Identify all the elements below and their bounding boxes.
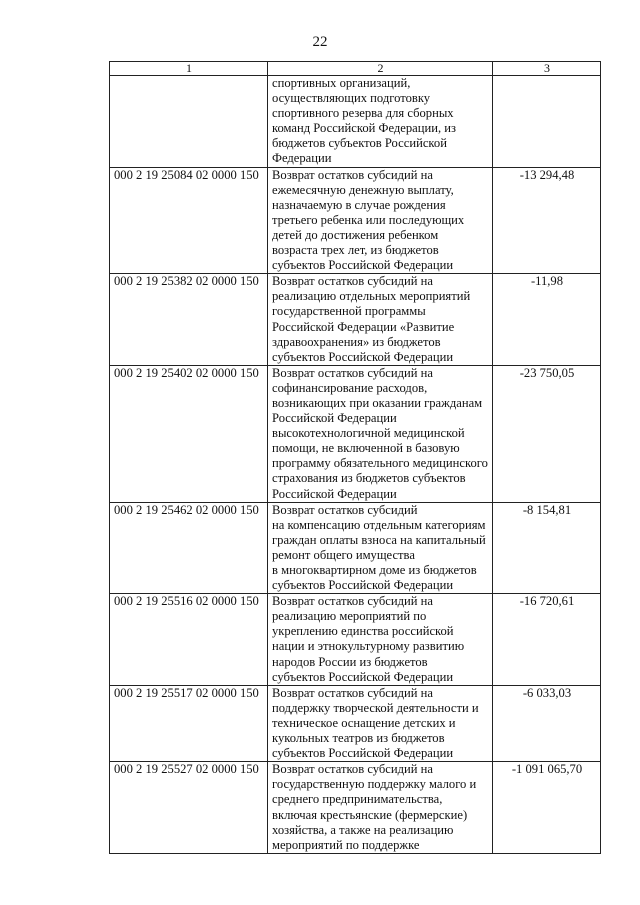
amount-cell: -8 154,81 bbox=[493, 502, 601, 594]
table-row bbox=[110, 274, 601, 366]
budget-code-cell: 000 2 19 25402 02 0000 150 bbox=[110, 365, 268, 502]
description-cell: Возврат остатков субсидий на реализацию мероприятий по укреплению единства российской нации и этнокультурному развитию народов России из бюджетов субъектов Российской Федерации bbox=[268, 594, 493, 686]
table-row bbox=[110, 594, 601, 686]
column-number-1: 1 bbox=[110, 62, 268, 76]
table-row bbox=[110, 365, 601, 502]
description-cell: спортивных организаций, осуществляющих подготовку спортивного резерва для сборных команд Российской Федерации, из бюджетов субъектов Российской Федерации bbox=[268, 76, 493, 168]
budget-code-cell: 000 2 19 25462 02 0000 150 bbox=[110, 502, 268, 594]
table-row bbox=[110, 76, 601, 168]
budget-code-cell: 000 2 19 25517 02 0000 150 bbox=[110, 685, 268, 761]
description-cell: Возврат остатков субсидий на компенсацию отдельным категориям граждан оплаты взноса на капитальный ремонт общего имущества в многоквартирном доме из бюджетов субъектов Российской Федерации bbox=[268, 502, 493, 594]
amount-cell: -11,98 bbox=[493, 274, 601, 366]
budget-code-cell: 000 2 19 25527 02 0000 150 bbox=[110, 762, 268, 854]
budget-code-cell: 000 2 19 25084 02 0000 150 bbox=[110, 167, 268, 274]
table-row bbox=[110, 167, 601, 274]
table-row bbox=[110, 762, 601, 854]
description-cell: Возврат остатков субсидий на государственную поддержку малого и среднего предпринимательства, включая крестьянские (фермерские) хозяйства, а также на реализацию мероприятий по поддержке bbox=[268, 762, 493, 854]
budget-code-cell: 000 2 19 25516 02 0000 150 bbox=[110, 594, 268, 686]
description-cell: Возврат остатков субсидий на софинансирование расходов, возникающих при оказании гражданам Российской Федерации высокотехнологичной медицинской помощи, не включенной в базовую программу обязательного медицинского страхования из бюджетов субъектов Российской Федерации bbox=[268, 365, 493, 502]
table-row bbox=[110, 502, 601, 594]
column-number-3: 3 bbox=[493, 62, 601, 76]
amount-cell bbox=[493, 76, 601, 168]
page-number: 22 bbox=[312, 34, 328, 50]
amount-cell: -13 294,48 bbox=[493, 167, 601, 274]
budget-code-cell: 000 2 19 25382 02 0000 150 bbox=[110, 274, 268, 366]
table-row bbox=[110, 685, 601, 761]
amount-cell: -6 033,03 bbox=[493, 685, 601, 761]
amount-cell: -1 091 065,70 bbox=[493, 762, 601, 854]
column-number-2: 2 bbox=[268, 62, 493, 76]
budget-return-table bbox=[109, 61, 601, 854]
budget-code-cell bbox=[110, 76, 268, 168]
amount-cell: -23 750,05 bbox=[493, 365, 601, 502]
amount-cell: -16 720,61 bbox=[493, 594, 601, 686]
description-cell: Возврат остатков субсидий на поддержку творческой деятельности и техническое оснащение детских и кукольных театров из бюджетов субъектов Российской Федерации bbox=[268, 685, 493, 761]
column-number-row bbox=[110, 62, 601, 76]
description-cell: Возврат остатков субсидий на ежемесячную денежную выплату, назначаемую в случае рождения третьего ребенка или последующих детей до достижения ребенком возраста трех лет, из бюджетов субъектов Российской Федерации bbox=[268, 167, 493, 274]
description-cell: Возврат остатков субсидий на реализацию отдельных мероприятий государственной программы Российской Федерации «Развитие здравоохранения» из бюджетов субъектов Российской Федерации bbox=[268, 274, 493, 366]
